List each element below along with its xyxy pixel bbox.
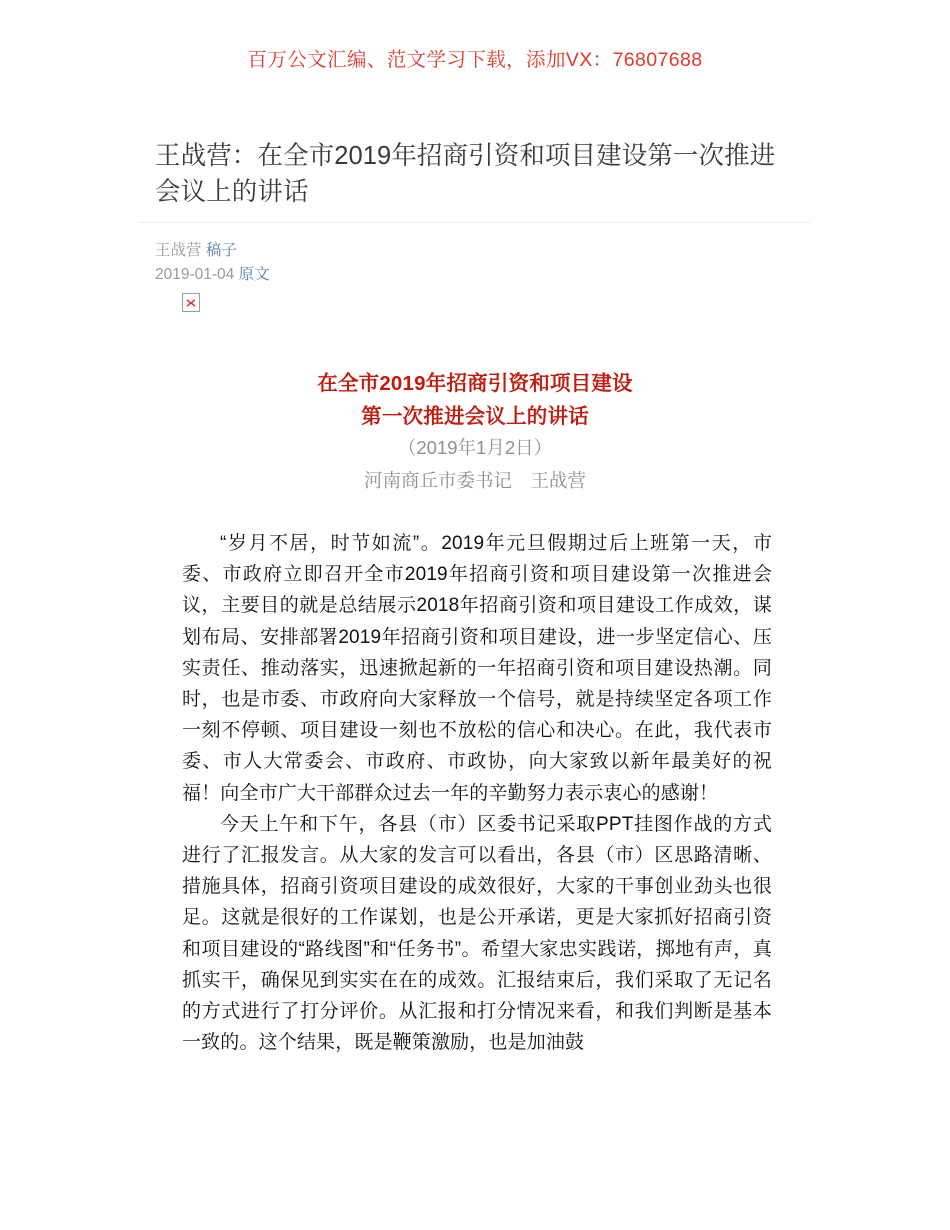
document-byline: 河南商丘市委书记 王战营 <box>363 470 586 491</box>
article-meta <box>155 239 270 287</box>
broken-image-icon <box>182 293 200 312</box>
document-body <box>182 528 772 1058</box>
document-heading-line-1: 在全市2019年招商引资和项目建设 <box>317 372 633 395</box>
meta-date: 2019-01-04 <box>155 266 235 284</box>
document-heading <box>0 367 950 433</box>
meta-source-link[interactable]: 原文 <box>238 266 270 284</box>
meta-author: 王战营 <box>155 242 202 259</box>
body-paragraph: 今天上午和下午，各县（市）区委书记采取PPT挂图作战的方式进行了汇报发言。从大家的发言可以看出，各县（市）区思路清晰、措施具体，招商引资项目建设的成效很好，大家的干事创业劲头也很足。这就是很好的工作谋划，也是公开承诺，更是大家抓好招商引资和项目建设的“路线图”和“任务书”。希望大家忠实践诺，掷地有声，真抓实干，确保见到实实在在的成效。汇报结束后，我们采取了无记名的方式进行了打分评价。从汇报和打分情况来看，和我们判断是基本一致的。这个结果，既是鞭策激励，也是加油鼓 <box>182 813 772 1054</box>
title-divider <box>138 222 810 223</box>
body-paragraph: “岁月不居，时节如流”。2019年元旦假期过后上班第一天，市委、市政府立即召开全市2019年招商引资和项目建设第一次推进会议，主要目的就是总结展示2018年招商引资和项目建设工作成效，谋划布局、安排部署2019年招商引资和项目建设，进一步坚定信心、压实责任、推动落实，迅速掀起新的一年招商引资和项目建设热潮。同时，也是市委、市政府向大家释放一个信号，就是持续坚定各项工作一刻不停顿、项目建设一刻也不放松的信心和决心。在此，我代表市委、市人大常委会、市政府、市政协，向大家致以新年最美好的祝福！向全市广大干部群众过去一年的辛勤努力表示衷心的感谢！ <box>182 533 772 804</box>
document-heading-line-2: 第一次推进会议上的讲话 <box>361 405 589 429</box>
meta-author-line <box>155 239 270 263</box>
promo-banner-text: 百万公文汇编、范文学习下载，添加VX：76807688 <box>247 49 703 71</box>
meta-author-tag-link[interactable]: 稿子 <box>205 242 237 259</box>
article-header <box>155 138 795 210</box>
meta-date-line <box>155 263 270 287</box>
page-title: 王战营：在全市2019年招商引资和项目建设第一次推进会议上的讲话 <box>155 142 776 207</box>
document-date-line: （2019年1月2日） <box>397 437 553 458</box>
